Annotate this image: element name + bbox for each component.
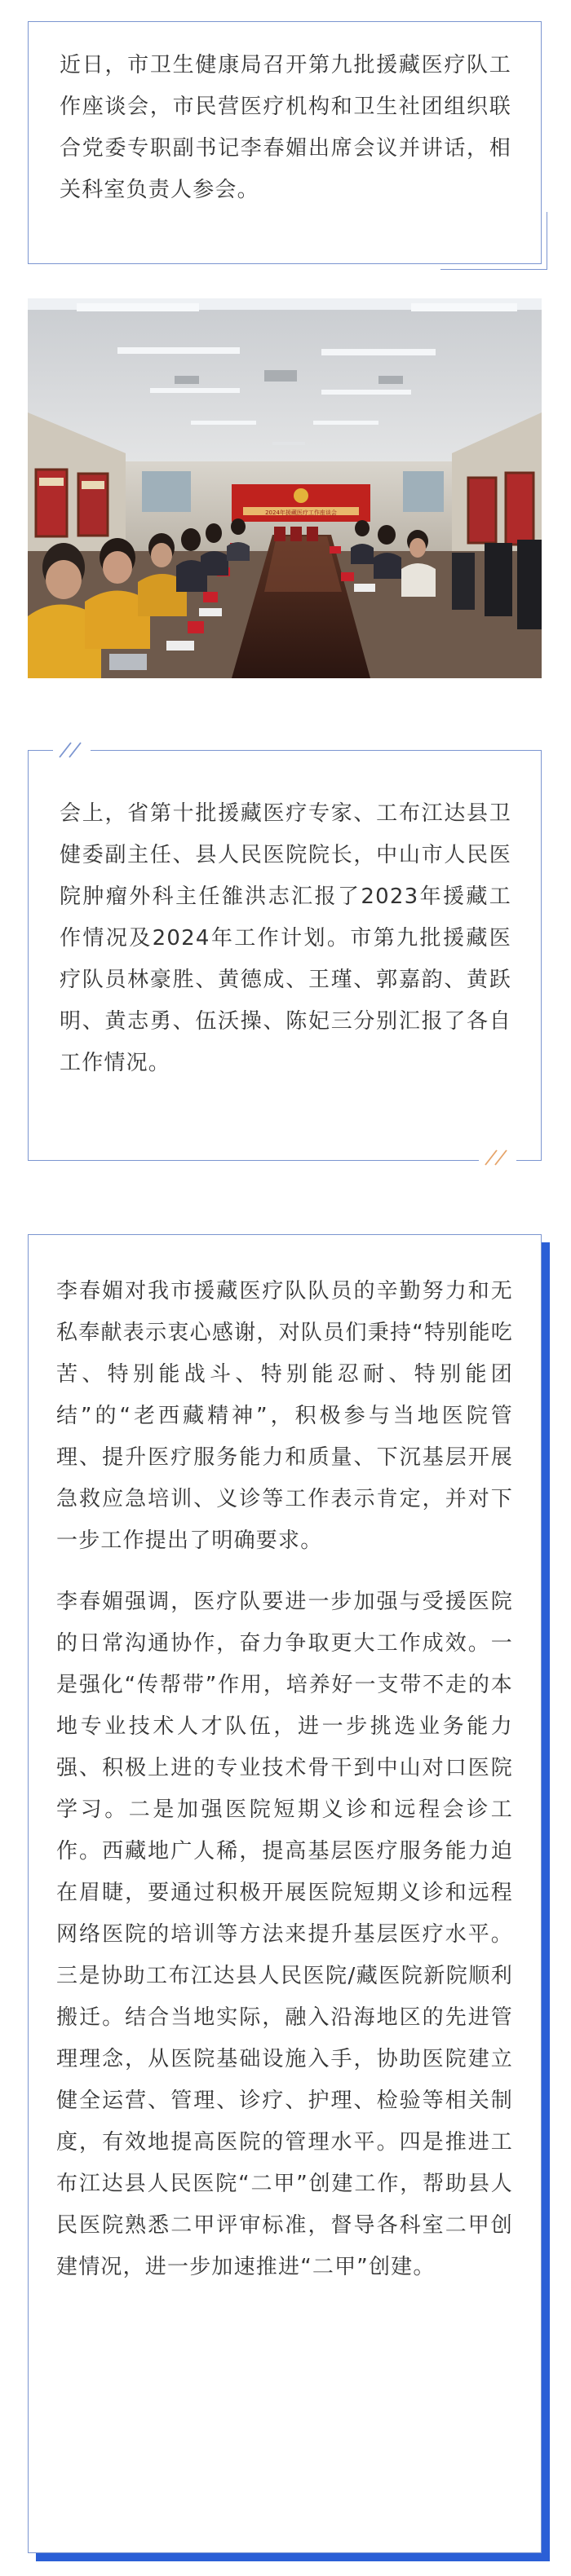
slash-decoration-icon <box>479 1147 516 1171</box>
report-paragraph: 会上，省第十批援藏医疗专家、工布江达县卫健委副主任、县人民医院院长，中山市人民医院肿瘤外科主任雒洪志汇报了2023年援藏工作情况及2024年工作计划。市第九批援藏医疗队员林豪胜、黄德成、王瑾、郭嘉韵、黄跃明、黄志勇、伍沃操、陈妃三分别汇报了各自工作情况。 <box>60 801 511 1075</box>
meeting-photo <box>28 298 542 678</box>
speech-card <box>28 1234 542 2553</box>
intro-card <box>28 21 542 264</box>
banner-text: 2024年援藏医疗工作座谈会 <box>265 509 337 516</box>
intro-paragraph: 近日，市卫生健康局召开第九批援藏医疗队工作座谈会，市民营医疗机构和卫生社团组织联合党委专职副书记李春媚出席会议并讲话，相关科室负责人参会。 <box>60 53 511 202</box>
emphasis-paragraph: 李春媚强调，医疗队要进一步加强与受援医院的日常沟通协作，奋力争取更大工作成效。一是强化“传帮带”作用，培养好一支带不走的本地专业技术人才队伍，进一步挑选业务能力强、积极上进的专业技术骨干到中山对口医院学习。二是加强医院短期义诊和远程会诊工作。西藏地广人稀，提高基层医疗服务能力迫在眉睫，要通过积极开展医院短期义诊和远程网络医院的培训等方法来提升基层医疗水平。三是协助工布江达县人民医院/藏医院新院顺利搬迁。结合当地实际，融入沿海地区的先进管理理念，从医院基础设施入手，协助医院建立健全运营、管理、诊疗、护理、检验等相关制度，有效地提高医院的管理水平。四是推进工布江达县人民医院“二甲”创建工作，帮助县人民医院熟悉二甲评审标准，督导各科室二甲创建情况，进一步加速推进“二甲”创建。 <box>56 1590 513 2279</box>
report-card <box>28 750 542 1161</box>
slash-decoration-icon <box>53 739 91 764</box>
thanks-paragraph: 李春媚对我市援藏医疗队队员的辛勤努力和无私奉献表示衷心感谢，对队员们秉持“特别能吃苦、特别能战斗、特别能忍耐、特别能团结”的“老西藏精神”，积极参与当地医院管理、提升医疗服务能力和质量、下沉基层开展急救应急培训、义诊等工作表示肯定，并对下一步工作提出了明确要求。 <box>56 1279 513 1553</box>
